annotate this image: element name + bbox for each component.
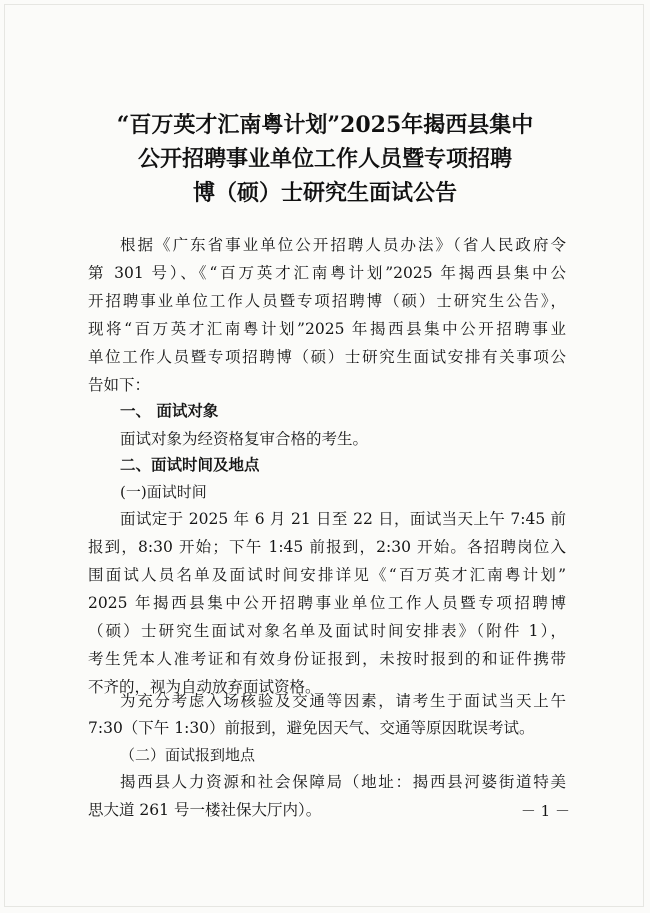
intro-line: 第 301 号）、《“百万英才汇南粤计划”2025 年揭西县集中公 [88, 264, 566, 282]
title-line-1: “百万英才汇南粤计划”2025年揭西县集中 [116, 112, 534, 138]
arrival-line: 7:30（下午 1:30）前报到，避免因天气、交通等原因耽误考试。 [88, 719, 535, 737]
page-number: － 1 － [520, 802, 570, 820]
time-line: 围面试人员名单及面试时间安排详见《“百万英才汇南粤计划” [88, 566, 566, 584]
time-line: 考生凭本人准考证和有效身份证报到，未按时报到的和证件携带 [88, 650, 566, 668]
title-line-3: 博（硕）士研究生面试公告 [192, 180, 457, 206]
subsection-2-heading: （二）面试报到地点 [120, 746, 256, 764]
location-line: 揭西县人力资源和社会保障局（地址：揭西县河婆街道特美 [120, 773, 566, 791]
section-2-heading: 二、面试时间及地点 [120, 455, 260, 474]
time-line: 报到，8:30 开始；下午 1:45 前报到，2:30 开始。各招聘岗位入 [88, 538, 566, 556]
intro-line: 现将“百万英才汇南粤计划”2025 年揭西县集中公开招聘事业 [88, 320, 566, 338]
intro-line: 开招聘事业单位工作人员暨专项招聘博（硕）士研究生公告》， [88, 292, 566, 310]
section-1-heading: 一、 面试对象 [120, 401, 219, 420]
time-line: 不齐的，视为自动放弃面试资格。 [88, 678, 321, 696]
section-1-body: 面试对象为经资格复审合格的考生。 [120, 430, 369, 448]
arrival-line: 为充分考虑入场核验及交通等因素，请考生于面试当天上午 [120, 692, 566, 710]
title-line-2: 公开招聘事业单位工作人员暨专项招聘 [137, 146, 512, 172]
time-line: 2025 年揭西县集中公开招聘事业单位工作人员暨专项招聘博 [88, 594, 566, 612]
subsection-1-heading: (一)面试时间 [120, 483, 207, 501]
intro-line: 单位工作人员暨专项招聘博（硕）士研究生面试安排有关事项公 [88, 348, 566, 366]
location-line: 思大道 261 号一楼社保大厅内）。 [88, 801, 322, 819]
page-border [4, 4, 644, 907]
intro-line: 根据《广东省事业单位公开招聘人员办法》（省人民政府令 [120, 236, 566, 254]
intro-line: 告如下： [88, 376, 151, 394]
time-line: （硕）士研究生面试对象名单及面试时间安排表》（附件 1）， [88, 622, 566, 640]
time-line: 面试定于 2025 年 6 月 21 日至 22 日，面试当天上午 7:45 前 [120, 510, 566, 528]
